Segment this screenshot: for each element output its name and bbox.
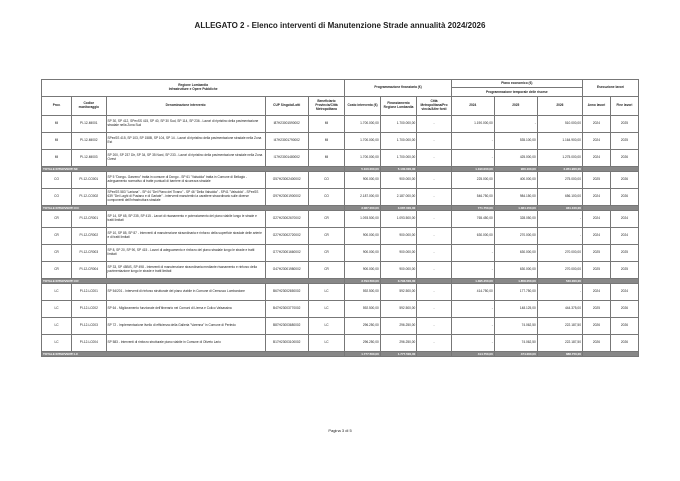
cell-fine-lavori: 2026 [610, 189, 638, 206]
cell-2026: 656.100,00 [537, 189, 582, 206]
total-finanziamento: 3.793.500,00 [380, 279, 417, 284]
cell-prov: CR [42, 228, 72, 245]
cell-codice: PI-12-CR001 [72, 211, 106, 228]
cell-2024: - [451, 150, 494, 167]
cell-denominazione: SPexSS 415, SP 103, SP 158B, SP 104, SP 14 - Lavori di ripristino della pavimentazione stradale nella Zona Est [106, 133, 265, 150]
cell-altre-fonti: - [417, 318, 451, 335]
cell-fine-lavori: 2025 [610, 245, 638, 262]
total-finanziamento: 5.100.000,00 [380, 167, 417, 172]
cell-beneficiario: MI [308, 150, 345, 167]
cell-fine-lavori: 2026 [610, 335, 638, 352]
cell-cup: I87H23001590002 [265, 116, 308, 133]
cell-altre-fonti: - [417, 150, 451, 167]
col-header-cup: CUP Singolo/Lotti [265, 97, 308, 116]
total-2026: 2.951.900,00 [537, 167, 582, 172]
cell-2026: - [537, 228, 582, 245]
col-header-beneficiario: Beneficiario Provincia/Città Metropolitana [308, 97, 345, 116]
cell-denominazione: SP 30, SP 412, SPexSS 415, SP 40, SP 30 Sud, SP 114, SP 236 - Lavori di ripristino della pavimentazione stradale nella Zona Sud [106, 116, 265, 133]
cell-2024: - [451, 133, 494, 150]
cell-prov: MI [42, 116, 72, 133]
cell-altre-fonti: - [417, 228, 451, 245]
cell-beneficiario: LC [308, 318, 345, 335]
total-costo: 3.793.500,00 [345, 279, 380, 284]
cell-beneficiario: MI [308, 116, 345, 133]
col-header-costo: Costo intervento (€) [345, 97, 380, 116]
cell-anno-lavori: 2026 [582, 318, 610, 335]
programmazione-temporale-header: Programmazione temporale delle risorse [486, 90, 548, 94]
cell-costo: 1.093.500,00 [345, 211, 380, 228]
cell-denominazione: SPexSS 583 "Lariana" - SP 44 "Del Piano del Tivano" - SP 46 "Della Valsolda" - SP41 "Valsolda" - SPexSS 639 "Dei Laghi di Pusiano e di Garlate" - interventi manutentivi a carattere straordinario sulle diverse componenti dell'infrastruttura stradale [106, 189, 265, 206]
cell-2026: 510.000,00 [537, 116, 582, 133]
cell-2026: 222.187,50 [537, 318, 582, 335]
cell-anno-lavori: 2025 [582, 301, 610, 318]
cell-costo: 592.500,00 [345, 284, 380, 301]
cell-cup: G27H23002670002 [265, 211, 308, 228]
cell-cup: B67H23002650002 [265, 284, 308, 301]
total-2025: 1.384.150,00 [494, 206, 537, 211]
cell-2025: 328.050,00 [494, 211, 537, 228]
total-2024: 771.750,00 [451, 206, 494, 211]
cell-fine-lavori: 2026 [610, 301, 638, 318]
total-2025: 474.000,00 [494, 352, 537, 357]
cell-2026: 1.275.000,00 [537, 150, 582, 167]
cell-codice: PI-12-CO001 [72, 172, 106, 189]
cell-cup: G57H23002400002 [265, 172, 308, 189]
cell-codice: PI-12-MI003 [72, 150, 106, 167]
cell-2026: 222.187,50 [537, 335, 582, 352]
table-row [42, 301, 639, 318]
cell-codice: PI-12-CR003 [72, 245, 106, 262]
total-costo: 1.777.500,00 [345, 352, 380, 357]
cell-costo: 900.000,00 [345, 262, 380, 279]
cell-cup: G27H23002720002 [265, 228, 308, 245]
total-label: TOTALE INTERVENTI MI [42, 167, 345, 172]
cell-costo: 1.700.000,00 [345, 116, 380, 133]
cell-2026: - [537, 211, 582, 228]
cell-codice: PI-12-LC002 [72, 301, 106, 318]
cell-denominazione: SP 583 - Interventi di rinforzo strutturale piano viabile in Comune di Oliveto Lario [106, 335, 265, 352]
cell-2024: 1.190.000,00 [451, 116, 494, 133]
cell-denominazione: SP 10, SP 85, SP 87 - Interventi di manutenzione straordinaria e rinforzo della superficie stradale delle arterie e di tratti limitati [106, 228, 265, 245]
cell-2024: - [451, 245, 494, 262]
cell-anno-lavori: 2024 [582, 116, 610, 133]
cell-finanziamento: 592.500,00 [380, 284, 417, 301]
cell-costo: 296.250,00 [345, 318, 380, 335]
cell-costo: 296.250,00 [345, 335, 380, 352]
total-label: TOTALE INTERVENTI CO [42, 206, 345, 211]
cell-finanziamento: 900.000,00 [380, 228, 417, 245]
col-header-2025: 2025 [494, 97, 537, 116]
cell-2025: 630.000,00 [494, 262, 537, 279]
cell-fine-lavori: 2026 [610, 318, 638, 335]
cell-finanziamento: 900.000,00 [380, 262, 417, 279]
col-header-2024: 2024 [451, 97, 494, 116]
cell-2026: 1.164.900,00 [537, 133, 582, 150]
cell-fine-lavori: 2024 [610, 228, 638, 245]
cell-2025: 270.000,00 [494, 228, 537, 245]
cell-2025: 984.150,00 [494, 189, 537, 206]
cell-anno-lavori: 2024 [582, 133, 610, 150]
cell-beneficiario: CR [308, 211, 345, 228]
table-row [42, 262, 639, 279]
cell-anno-lavori: 2025 [582, 172, 610, 189]
total-row [42, 352, 639, 357]
programmazione-finanziaria-header: Programmazione finanziaria (€) [345, 80, 451, 97]
total-2026: 540.000,00 [537, 279, 582, 284]
cell-denominazione: SP 64 - Miglioramento funzionale dell'itinerario nei Comuni di Lierna e Colico Valsassina [106, 301, 265, 318]
cell-beneficiario: CO [308, 172, 345, 189]
cell-beneficiario: MI [308, 133, 345, 150]
table-row [42, 211, 639, 228]
cell-cup: B17H23003100002 [265, 335, 308, 352]
table-row [42, 228, 639, 245]
cell-2026: 444.375,00 [537, 301, 582, 318]
cell-2025: 630.000,00 [494, 245, 537, 262]
cell-cup: I17H23001480002 [265, 150, 308, 167]
cell-denominazione: SP 5 "Dongo- Garzeno" tratta in comune di Dongo - SP 61 "Valsolda" tratta in Comune di Bellagio - adeguamento normativo di tratte puntuali di barriere di sicurezza stradale [106, 172, 265, 189]
cell-beneficiario: CO [308, 189, 345, 206]
cell-costo: 1.700.000,00 [345, 133, 380, 150]
cell-finanziamento: 900.000,00 [380, 172, 417, 189]
cell-cup: G97H23001900002 [265, 189, 308, 206]
total-finanziamento: 3.087.000,00 [380, 206, 417, 211]
total-2024: 1.190.000,00 [451, 167, 494, 172]
cell-beneficiario: LC [308, 301, 345, 318]
total-label: TOTALE INTERVENTI CR [42, 279, 345, 284]
page-footer: Pagina 3 di 5 [328, 428, 352, 433]
cell-codice: PI-12-LC004 [72, 335, 106, 352]
total-altre-fonti [417, 352, 451, 357]
cell-altre-fonti: - [417, 335, 451, 352]
cell-prov: MI [42, 150, 72, 167]
cell-2024: - [451, 262, 494, 279]
total-2024: 414.750,00 [451, 352, 494, 357]
cell-codice: PI-12-MI001 [72, 116, 106, 133]
cell-fine-lavori: 2026 [610, 150, 638, 167]
cell-2025: 400.000,00 [494, 172, 537, 189]
cell-finanziamento: 1.700.000,00 [380, 150, 417, 167]
col-header-2026: 2026 [537, 97, 582, 116]
cell-beneficiario: LC [308, 335, 345, 352]
table-row [42, 172, 639, 189]
total-costo: 5.100.000,00 [345, 167, 380, 172]
cell-prov: LC [42, 318, 72, 335]
cell-codice: PI-12-CR004 [72, 262, 106, 279]
total-2026: 931.100,00 [537, 206, 582, 211]
cell-fine-lavori: 2025 [610, 116, 638, 133]
cell-finanziamento: 1.093.500,00 [380, 211, 417, 228]
cell-codice: PI-12-MI002 [72, 133, 106, 150]
total-costo: 3.087.000,00 [345, 206, 380, 211]
col-header-finanziamento: Finanziamento Regione Lombardia [380, 97, 417, 116]
table-row [42, 116, 639, 133]
cell-2024: - [451, 318, 494, 335]
total-2026: 888.750,00 [537, 352, 582, 357]
cell-prov: LC [42, 284, 72, 301]
cell-finanziamento: 592.500,00 [380, 301, 417, 318]
cell-fine-lavori: 2025 [610, 262, 638, 279]
cell-anno-lavori: 2025 [582, 262, 610, 279]
cell-anno-lavori: 2024 [582, 150, 610, 167]
cell-cup: B47H23003770002 [265, 301, 308, 318]
total-esecuzione [582, 352, 638, 357]
cell-altre-fonti: - [417, 211, 451, 228]
cell-2026: - [537, 284, 582, 301]
cell-altre-fonti: - [417, 189, 451, 206]
cell-2024: - [451, 335, 494, 352]
cell-fine-lavori: 2025 [610, 133, 638, 150]
cell-2025: - [494, 116, 537, 133]
cell-prov: LC [42, 335, 72, 352]
table-row [42, 335, 639, 352]
cell-anno-lavori: 2025 [582, 245, 610, 262]
cell-costo: 900.000,00 [345, 228, 380, 245]
cell-prov: CR [42, 262, 72, 279]
cell-2024: 765.450,00 [451, 211, 494, 228]
cell-beneficiario: LC [308, 284, 345, 301]
cell-prov: MI [42, 133, 72, 150]
piano-economico-header: Piano economico (€) [452, 80, 582, 88]
col-header-denominazione: Denominazione intervento [106, 97, 265, 116]
col-header-fine-lavori: Fine lavori [610, 97, 638, 116]
cell-denominazione: SP 200, SP 237 Dir, SP 34, SP 35 Nord, SP 233 - Lavori di ripristino della pavimentazione stradale nella Zona Ovest [106, 150, 265, 167]
cell-anno-lavori: 2024 [582, 228, 610, 245]
table-row [42, 284, 639, 301]
cell-costo: 592.500,00 [345, 301, 380, 318]
cell-codice: PI-12-LC001 [72, 284, 106, 301]
cell-altre-fonti: - [417, 262, 451, 279]
cell-beneficiario: CR [308, 228, 345, 245]
cell-anno-lavori: 2024 [582, 189, 610, 206]
col-header-prov: Prov. [42, 97, 72, 116]
total-2024: 1.395.450,00 [451, 279, 494, 284]
cell-2024: - [451, 301, 494, 318]
cell-altre-fonti: - [417, 284, 451, 301]
table-row [42, 245, 639, 262]
cell-prov: LC [42, 301, 72, 318]
cell-beneficiario: CR [308, 245, 345, 262]
cell-cup: G77H23001660002 [265, 245, 308, 262]
total-label: TOTALE INTERVENTI LC [42, 352, 345, 357]
cell-prov: CO [42, 172, 72, 189]
col-header-altre-fonti: Città Metropolitana/Pro vincia/Altre fonti [417, 97, 451, 116]
cell-costo: 900.000,00 [345, 172, 380, 189]
cell-finanziamento: 1.700.000,00 [380, 133, 417, 150]
cell-2025: 535.100,00 [494, 133, 537, 150]
cell-2025: 425.000,00 [494, 150, 537, 167]
cell-2025: 148.125,00 [494, 301, 537, 318]
cell-2026: 270.000,00 [537, 245, 582, 262]
cell-codice: PI-12-CR002 [72, 228, 106, 245]
cell-prov: CR [42, 245, 72, 262]
cell-anno-lavori: 2026 [582, 335, 610, 352]
cell-costo: 1.700.000,00 [345, 150, 380, 167]
cell-denominazione: SP 14, SP 65, SP 235, SP 415 - Lavori di risanamento e potenziamento del piano viabile lungo le strade e tratti limitati [106, 211, 265, 228]
cell-fine-lavori: 2024 [610, 211, 638, 228]
cell-2024: 225.000,00 [451, 172, 494, 189]
cell-finanziamento: 296.250,00 [380, 335, 417, 352]
cell-costo: 900.000,00 [345, 245, 380, 262]
cell-finanziamento: 900.000,00 [380, 245, 417, 262]
cell-finanziamento: 1.700.000,00 [380, 116, 417, 133]
cell-cup: B87H23003680002 [265, 318, 308, 335]
cell-2025: 177.750,00 [494, 284, 537, 301]
cell-finanziamento: 2.187.000,00 [380, 189, 417, 206]
cell-2025: 74.062,50 [494, 318, 537, 335]
total-2025: 960.100,00 [494, 167, 537, 172]
cell-altre-fonti: - [417, 133, 451, 150]
cell-denominazione: SP 8, SP 20, SP 90, SP 415 - Lavori di adeguamento e rinforzo del piano stradale lungo le strade e tratti limitati [106, 245, 265, 262]
cell-fine-lavori: 2024 [610, 284, 638, 301]
cell-finanziamento: 296.250,00 [380, 318, 417, 335]
ente-header: Regione Lombardia Infrastrutture e Opere Pubbliche [42, 80, 345, 97]
cell-denominazione: SP 33, SP 45BIS, SP 498 - Interventi di manutenzione straordinaria mediante risanamento e rinforzo della pavimentazione lungo le strade e tratti limitati [106, 262, 265, 279]
cell-denominazione: SP 72 - Implementazione livello di efficienza della Galleria "Varenna" in Comune di Perledo [106, 318, 265, 335]
cell-anno-lavori: 2024 [582, 211, 610, 228]
total-2025: 1.858.050,00 [494, 279, 537, 284]
cell-2026: 275.000,00 [537, 172, 582, 189]
esecuzione-lavori-header: Esecuzione lavori [582, 80, 638, 97]
cell-denominazione: SP 54/201 - Interventi di rinforzo strutturale del piano viabile in Comune di Cernusco Lombardone [106, 284, 265, 301]
cell-altre-fonti: - [417, 245, 451, 262]
cell-codice: PI-12-LC003 [72, 318, 106, 335]
cell-prov: CO [42, 189, 72, 206]
cell-altre-fonti: - [417, 301, 451, 318]
cell-anno-lavori: 2024 [582, 284, 610, 301]
total-finanziamento: 1.777.500,00 [380, 352, 417, 357]
cell-cup: I47H23001790002 [265, 133, 308, 150]
table-row [42, 189, 639, 206]
cell-2026: 270.000,00 [537, 262, 582, 279]
col-header-codice: Codice monitoraggio [72, 97, 106, 116]
cell-beneficiario: CR [308, 262, 345, 279]
cell-altre-fonti: - [417, 116, 451, 133]
cell-codice: PI-12-CO002 [72, 189, 106, 206]
cell-2025: 74.062,50 [494, 335, 537, 352]
cell-fine-lavori: 2026 [610, 172, 638, 189]
cell-2024: 630.000,00 [451, 228, 494, 245]
table-row [42, 318, 639, 335]
interventions-table [41, 79, 639, 357]
document-title: ALLEGATO 2 - Elenco interventi di Manutenzione Strade annualità 2024/2026 [194, 21, 486, 30]
table-row [42, 150, 639, 167]
cell-altre-fonti: - [417, 172, 451, 189]
cell-2024: 546.750,00 [451, 189, 494, 206]
cell-2024: 414.750,00 [451, 284, 494, 301]
cell-cup: G47H23001980002 [265, 262, 308, 279]
cell-costo: 2.187.000,00 [345, 189, 380, 206]
col-header-anno-lavori: Anno lavori [582, 97, 610, 116]
table-row [42, 133, 639, 150]
cell-prov: CR [42, 211, 72, 228]
